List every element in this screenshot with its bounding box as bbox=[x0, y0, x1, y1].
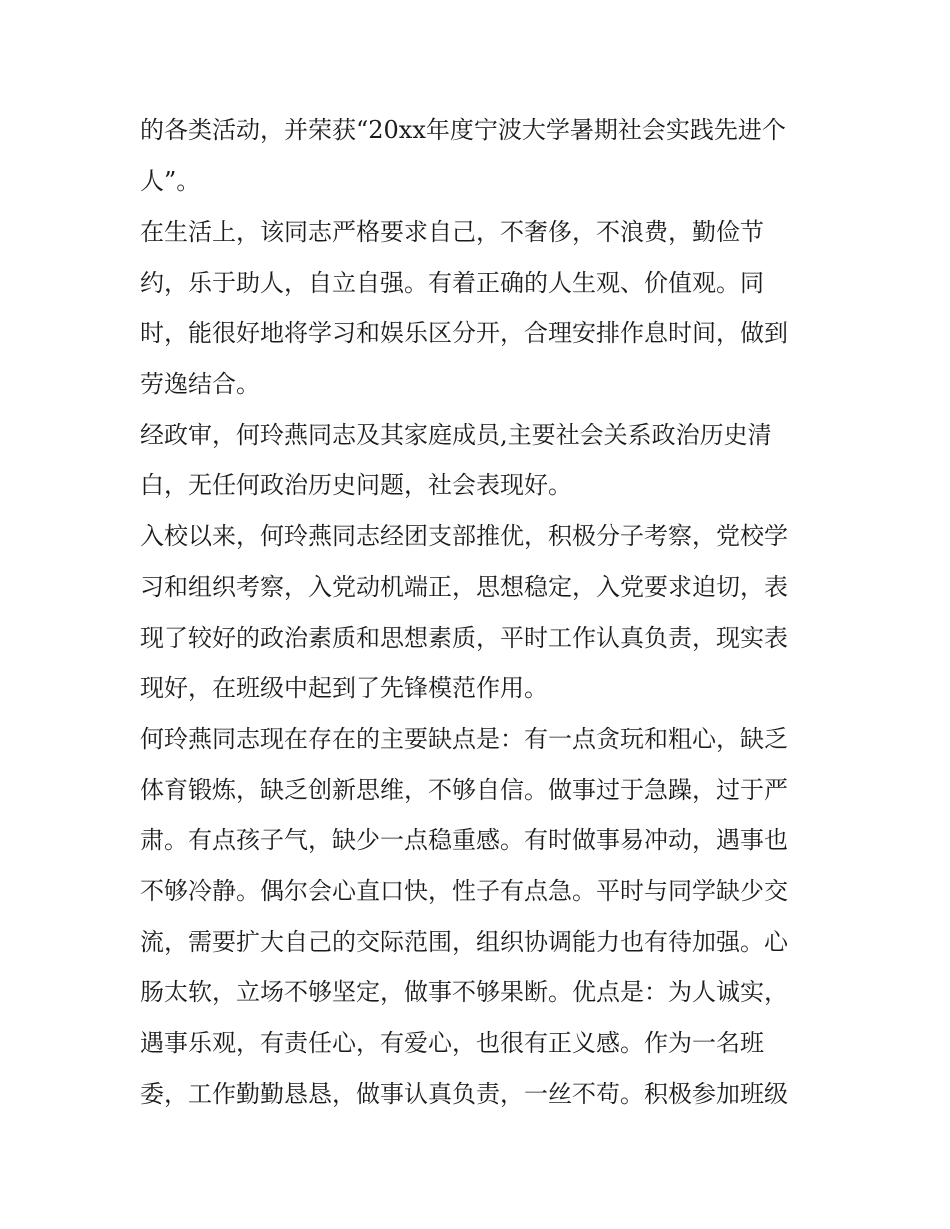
text-line: 肠太软，立场不够坚定，做事不够果断。优点是：为人诚实， bbox=[140, 978, 788, 1006]
text-line: 劳逸结合。 bbox=[140, 370, 260, 398]
text-line: 入校以来，何玲燕同志经团支部推优，积极分子考察，党校学 bbox=[140, 522, 788, 550]
text-line: 习和组织考察，入党动机端正，思想稳定，入党要求迫切，表 bbox=[140, 573, 788, 601]
text-line: 时，能很好地将学习和娱乐区分开，合理安排作息时间，做到 bbox=[140, 319, 788, 347]
text-line: 现了较好的政治素质和思想素质，平时工作认真负责，现实表 bbox=[140, 624, 788, 652]
text-line: 白，无任何政治历史问题，社会表现好。 bbox=[140, 471, 572, 499]
text-line: 约，乐于助人，自立自强。有着正确的人生观、价值观。同 bbox=[140, 269, 764, 297]
text-line: 的各类活动，并荣获“20xx年度宁波大学暑期社会实践先进个 bbox=[140, 116, 786, 144]
text-line: 遇事乐观，有责任心，有爱心，也很有正义感。作为一名班 bbox=[140, 1029, 764, 1057]
text-line: 现好，在班级中起到了先锋模范作用。 bbox=[140, 674, 548, 702]
text-line: 肃。有点孩子气，缺少一点稳重感。有时做事易冲动，遇事也 bbox=[140, 826, 788, 854]
text-line: 流，需要扩大自己的交际范围，组织协调能力也有待加强。心 bbox=[140, 928, 788, 956]
text-line: 体育锻炼，缺乏创新思维，不够自信。做事过于急躁，过于严 bbox=[140, 776, 788, 804]
text-line: 经政审，何玲燕同志及其家庭成员,主要社会关系政治历史清 bbox=[140, 421, 772, 449]
text-line: 在生活上，该同志严格要求自己，不奢侈，不浪费，勤俭节 bbox=[140, 218, 764, 246]
text-line: 委，工作勤勤恳恳，做事认真负责，一丝不苟。积极参加班级 bbox=[140, 1080, 788, 1108]
text-line: 不够冷静。偶尔会心直口快，性子有点急。平时与同学缺少交 bbox=[140, 877, 788, 905]
text-line: 何玲燕同志现在存在的主要缺点是：有一点贪玩和粗心，缺乏 bbox=[140, 725, 788, 753]
text-line: 人”。 bbox=[140, 167, 201, 195]
